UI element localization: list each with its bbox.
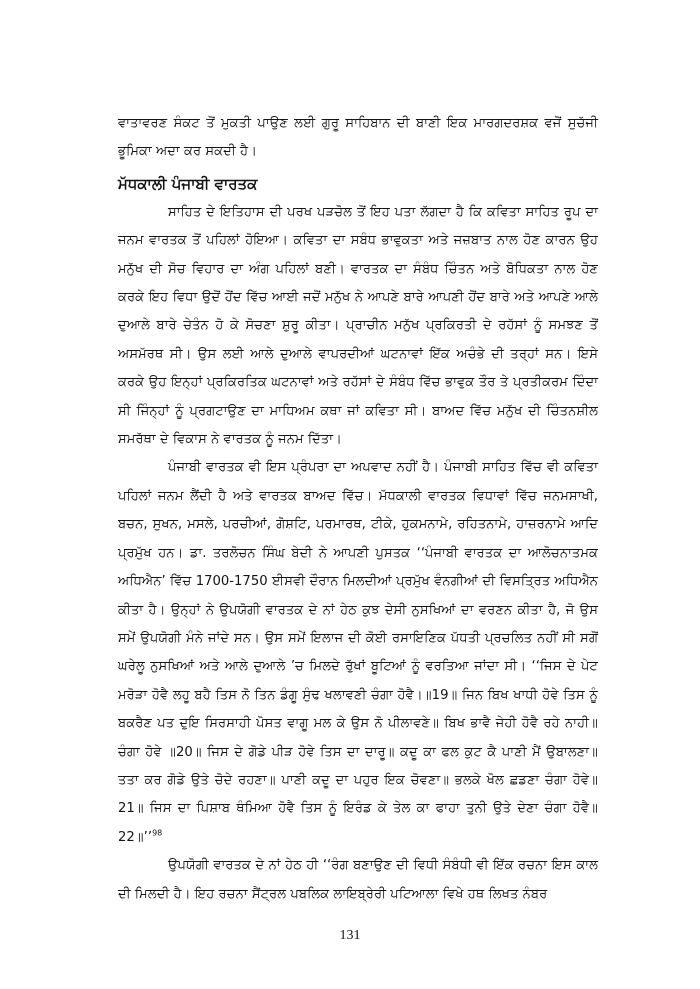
- paragraph-1: ਸਾਹਿਤ ਦੇ ਇਤਿਹਾਸ ਦੀ ਪਰਖ ਪੜਚੋਲ ਤੋਂ ਇਹ ਪਤਾ ਲੱਗਦਾ ਹੈ ਕਿ ਕਵਿਤਾ ਸਾਹਿਤ ਰੂਪ ਦਾ ਜਨਮ ਵਾਰਤਕ ਤੋਂ ਪਹਿਲਾਂ ਹੋਇਆ। ਕਵਿਤਾ ਦਾ ਸਬੰਧ ਭਾਵੁਕਤਾ ਅਤੇ ਜਜ਼ਬਾਤ ਨਾਲ ਹੋਣ ਕਾਰਨ ਉਹ ਮਨੁੱਖ ਦੀ ਸੋਚ ਵਿਹਾਰ ਦਾ ਅੰਗ ਪਹਿਲਾਂ ਬਣੀ। ਵਾਰਤਕ ਦਾ ਸੰਬੰਧ ਚਿੰਤਨ ਅਤੇ ਬੋਧਿਕਤਾ ਨਾਲ ਹੋਣ ਕਰਕੇ ਇਹ ਵਿਧਾ ਉਦੋਂ ਹੋਂਦ ਵਿੱਚ ਆਈ ਜਦੋਂ ਮਨੁੱਖ ਨੇ ਆਪਣੇ ਬਾਰੇ ਆਪਣੀ ਹੋਂਦ ਬਾਰੇ ਅਤੇ ਆਪਣੇ ਆਲੇ ਦੁਆਲੇ ਬਾਰੇ ਚੇਤੰਨ ਹੋ ਕੇ ਸੋਚਣਾ ਸ਼ੁਰੂ ਕੀਤਾ। ਪ੍ਰਾਚੀਨ ਮਨੁੱਖ ਪ੍ਰਕਿਰਤੀ ਦੇ ਰਹੱਸਾਂ ਨੂੰ ਸਮਝਣ ਤੋਂ ਅਸਮੱਰਥ ਸੀ। ਉਸ ਲਈ ਆਲੇ ਦੁਆਲੇ ਵਾਪਰਦੀਆਂ ਘਟਨਾਵਾਂ ਇੱਕ ਅਚੰਭੇ ਦੀ ਤਰ੍ਹਾਂ ਸਨ। ਇਸੇ ਕਰਕੇ ਉਹ ਇਨ੍ਹਾਂ ਪ੍ਰਕਿਰਤਿਕ ਘਟਨਾਵਾਂ ਅਤੇ ਰਹੱਸਾਂ ਦੇ ਸੰਬੰਧ ਵਿੱਚ ਭਾਵੁਕ ਤੌਰ ਤੇ ਪ੍ਰਤੀਕਰਮ ਦਿੰਦਾ ਸੀ ਜਿੰਨ੍ਹਾਂ ਨੂੰ ਪ੍ਰਗਟਾਉਣ ਦਾ ਮਾਧਿਅਮ ਕਥਾ ਜਾਂ ਕਵਿਤਾ ਸੀ। ਬਾਅਦ ਵਿੱਚ ਮਨੁੱਖ ਦੀ ਚਿੰਤਨਸ਼ੀਲ ਸਮਰੱਥਾ ਦੇ ਵਿਕਾਸ ਨੇ ਵਾਰਤਕ ਨੂੰ ਜਨਮ ਦਿੱਤਾ।: [118, 204, 598, 448]
- page-number: 131: [339, 928, 361, 943]
- section-heading: ਮੱਧਕਾਲੀ ਪੰਜਾਬੀ ਵਾਰਤਕ: [118, 174, 258, 193]
- intro-paragraph: ਵਾਤਾਵਰਣ ਸੰਕਟ ਤੋਂ ਮੁਕਤੀ ਪਾਉਣ ਲਈ ਗੁਰੂ ਸਾਹਿਬਾਨ ਦੀ ਬਾਣੀ ਇਕ ਮਾਰਗਦਰਸ਼ਕ ਵਜੋਂ ਸੁਚੱਜੀ ਭੂਮਿਕਾ ਅਦਾ ਕਰ ਸਕਦੀ ਹੈ।: [118, 116, 598, 160]
- paragraph-2-text: ਪੰਜਾਬੀ ਵਾਰਤਕ ਵੀ ਇਸ ਪ੍ਰੰਪਰਾ ਦਾ ਅਪਵਾਦ ਨਹੀਂ ਹੈ। ਪੰਜਾਬੀ ਸਾਹਿਤ ਵਿੱਚ ਵੀ ਕਵਿਤਾ ਪਹਿਲਾਂ ਜਨਮ ਲੈਂਦੀ ਹੈ ਅਤੇ ਵਾਰਤਕ ਬਾਅਦ ਵਿੱਚ। ਮੱਧਕਾਲੀ ਵਾਰਤਕ ਵਿਧਾਵਾਂ ਵਿੱਚ ਜਨਮਸਾਖੀ, ਬਚਨ, ਸੁਖਨ, ਮਸਲੇ, ਪਰਚੀਆਂ, ਗੋਸ਼ਟਿ, ਪਰਮਾਰਥ, ਟੀਕੇ, ਹੁਕਮਨਾਮੇ, ਰਹਿਤਨਾਮੇ, ਹਾਜ਼ਰਨਾਮੇ ਆਦਿ ਪ੍ਰਮੁੱਖ ਹਨ। ਡਾ. ਤਰਲੋਚਨ ਸਿੰਘ ਬੇਦੀ ਨੇ ਆਪਣੀ ਪੁਸਤਕ ‘‘ਪੰਜਾਬੀ ਵਾਰਤਕ ਦਾ ਆਲੋਚਨਾਤਮਕ ਅਧਿਐਨ’ ਵਿੱਚ 1700-1750 ਈਸਵੀ ਦੌਰਾਨ ਮਿਲਦੀਆਂ ਪ੍ਰਮੁੱਖ ਵੰਨਗੀਆਂ ਦੀ ਵਿਸਤ੍ਰਿਤ ਅਧਿਐਨ ਕੀਤਾ ਹੈ। ਉਨ੍ਹਾਂ ਨੇ ਉਪਯੋਗੀ ਵਾਰਤਕ ਦੇ ਨਾਂ ਹੇਠ ਕੁਝ ਦੇਸੀ ਨੁਸਖਿਆਂ ਦਾ ਵਰਣਨ ਕੀਤਾ ਹੈ, ਜੋ ਉਸ ਸਮੇਂ ਉਪਯੋਗੀ ਮੰਨੇ ਜਾਂਦੇ ਸਨ। ਉਸ ਸਮੇਂ ਇਲਾਜ ਦੀ ਕੋਈ ਰਸਾਇਣਿਕ ਪੱਧਤੀ ਪ੍ਰਚਲਿਤ ਨਹੀਂ ਸੀ ਸਗੋਂ ਘਰੇਲੂ ਨੁਸਖਿਆਂ ਅਤੇ ਆਲੇ ਦੁਆਲੇ ’ਚ ਮਿਲਦੇ ਰੁੱਖਾਂ ਬੂਟਿਆਂ ਨੂੰ ਵਰਤਿਆ ਜਾਂਦਾ ਸੀ। ‘‘ਜਿਸ ਦੇ ਪੇਟ ਮਰੋੜਾ ਹੋਵੈ ਲਹੂ ਬਹੈ ਤਿਸ ਨੋ ਤਿਨ ਡੰਗੂ ਸੁੰਢ ਖਲਾਵਣੀ ਚੰਗਾ ਹੋਵੈ।॥19॥ ਜਿਨ ਬਿਖ ਖਾਧੀ ਹੋਵੇ ਤਿਸ ਨੂੰ ਬਕਰੈਣ ਪਤ ਦੁਇ ਸਿਰਸਾਹੀ ਪੋਸਤ ਵਾਗੂ ਮਲ ਕੇ ਉਸ ਨੋ ਪੀਲਾਵਣੇ॥ ਬਿਖ ਭਾਵੈ ਜੇਹੀ ਹੋਵੈ ਰਹੇ ਨਾਹੀ॥ ਚੰਗਾ ਹੋਵੇ ॥20॥ ਜਿਸ ਦੇ ਗੋਡੇ ਪੀੜ ਹੋਵੇ ਤਿਸ ਦਾ ਦਾਰੂ॥ ਕਦੂ ਕਾ ਫਲ ਕੁਟ ਕੈ ਪਾਣੀ ਮੈਂ ਉਬਾਲਣਾ॥ ਤਤਾ ਕਰ ਗੋਡੇ ਉਤੇ ਚੋਦੇ ਰਹਣਾ॥ ਪਾਣੀ ਕਦੂ ਦਾ ਪਹੁਰ ਇਕ ਚੋਵਣਾ॥ ਭਲਕੇ ਖੋਲ ਛਡਣਾ ਚੰਗਾ ਹੋਵੇ॥ 21॥ ਜਿਸ ਦਾ ਪਿਸ਼ਾਬ ਥੰਮਿਆ ਹੋਵੈ ਤਿਸ ਨੂੰ ਇਰੰਡ ਕੇ ਤੇਲ ਕਾ ਫਾਹਾ ਤੁਨੀ ਉਤੇ ਦੇਣਾ ਚੰਗਾ ਹੋਵੈ॥22॥’’: [118, 460, 599, 845]
- document-body: [118, 110, 598, 909]
- paragraph-2: [118, 454, 598, 852]
- paragraph-3: ਉਪਯੋਗੀ ਵਾਰਤਕ ਦੇ ਨਾਂ ਹੇਠ ਹੀ ‘‘ਰੰਗ ਬਣਾਉਣ ਦੀ ਵਿਧੀ ਸੰਬੰਧੀ ਵੀ ਇੱਕ ਰਚਨਾ ਇਸ ਕਾਲ ਦੀ ਮਿਲਦੀ ਹੈ। ਇਹ ਰਚਨਾ ਸੈਂਟ੍ਰਲ ਪਬਲਿਕ ਲਾਇਬ੍ਰੇਰੀ ਪਟਿਆਲਾ ਵਿਖੇ ਹਥ ਲਿਖਤ ਨੰਬਰ: [118, 858, 598, 902]
- footnote-ref: 98: [152, 828, 163, 838]
